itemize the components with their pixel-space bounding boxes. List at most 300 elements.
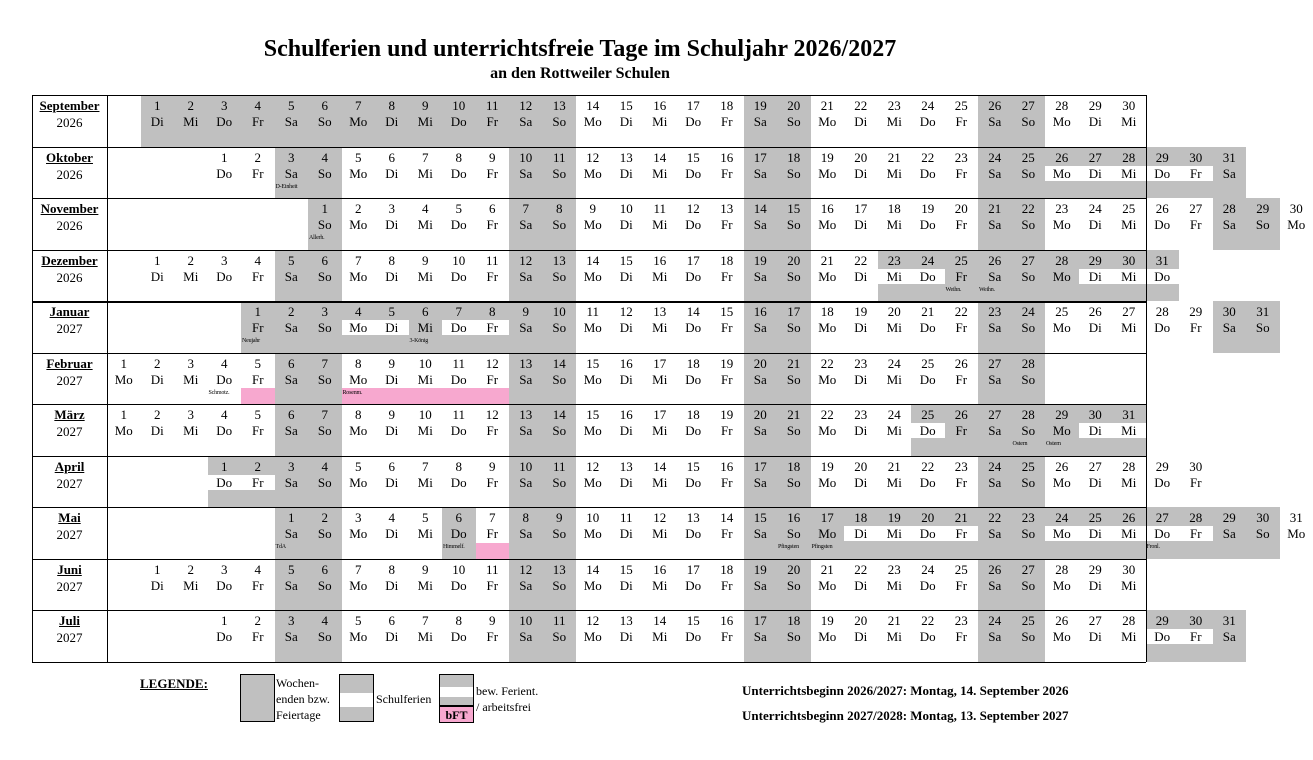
weekday-label: Sa xyxy=(519,114,533,129)
weekday-label: Fr xyxy=(251,320,264,335)
day-number: 9 xyxy=(422,561,429,577)
weekday-label: Sa xyxy=(988,114,1002,129)
day-cell xyxy=(509,610,543,662)
weekday-label: Mo xyxy=(818,577,837,593)
day-cell xyxy=(342,95,376,147)
day-cell xyxy=(945,610,979,662)
day-cell xyxy=(476,95,510,147)
day-number: 22 xyxy=(854,252,868,268)
day-number: 2 xyxy=(355,201,362,216)
weekday-label: Mo xyxy=(583,371,602,387)
day-cell xyxy=(1079,610,1113,662)
weekday-label: Do xyxy=(450,320,467,335)
day-number: 2 xyxy=(154,355,161,371)
day-cell xyxy=(1179,147,1213,199)
day-cell xyxy=(911,95,945,147)
day-cell xyxy=(945,456,979,508)
day-number: 27 xyxy=(1088,613,1102,628)
day-number: 23 xyxy=(887,561,901,577)
day-number: 20 xyxy=(954,201,968,216)
day-cell xyxy=(375,301,409,353)
weekday-label: Do xyxy=(216,423,233,438)
day-number: 17 xyxy=(820,510,834,525)
day-cell xyxy=(978,507,1012,559)
weekday-label: Mo xyxy=(1287,217,1306,232)
weekday-label: So xyxy=(317,423,332,438)
day-cell xyxy=(509,250,543,302)
day-number: 15 xyxy=(720,304,734,319)
weekday-label: Mi xyxy=(1121,423,1137,438)
weekday-label: Sa xyxy=(1222,629,1236,644)
day-cell xyxy=(476,301,510,353)
weekday-label: Mo xyxy=(583,629,602,644)
day-cell xyxy=(308,95,342,147)
weekday-label: Fr xyxy=(251,114,264,129)
day-number: 8 xyxy=(455,613,462,628)
day-number: 24 xyxy=(887,355,901,371)
day-number: 9 xyxy=(422,98,429,113)
row-divider xyxy=(32,301,1146,303)
day-number: 12 xyxy=(686,201,700,216)
day-cell xyxy=(1280,198,1313,250)
weekday-label: Fr xyxy=(720,629,733,644)
day-number: 6 xyxy=(388,613,395,628)
weekday-label: Di xyxy=(619,577,633,593)
weekday-label: Mo xyxy=(818,320,837,335)
day-cell xyxy=(1079,456,1113,508)
day-number: 14 xyxy=(552,407,566,422)
day-cell xyxy=(978,456,1012,508)
day-number: 24 xyxy=(1088,201,1102,216)
day-cell xyxy=(978,147,1012,199)
day-number: 29 xyxy=(1256,201,1270,216)
day-cell xyxy=(744,456,778,508)
weekday-label: Fr xyxy=(486,320,499,335)
day-cell xyxy=(576,198,610,250)
day-number: 7 xyxy=(321,407,328,422)
day-cell xyxy=(1012,301,1046,353)
holiday-note: D-Einheit xyxy=(275,183,298,190)
day-cell xyxy=(610,250,644,302)
day-cell xyxy=(844,559,878,611)
day-number: 15 xyxy=(753,510,767,525)
weekday-label: Di xyxy=(1088,423,1102,438)
weekday-label: Mi xyxy=(652,423,668,438)
weekday-label: Sa xyxy=(519,320,533,335)
day-number: 27 xyxy=(1088,149,1102,165)
weekday-label: Fr xyxy=(251,423,264,438)
weekday-label: Sa xyxy=(988,165,1002,181)
day-number: 24 xyxy=(921,561,935,577)
holiday-note: TdA xyxy=(275,544,286,550)
day-number: 7 xyxy=(321,355,328,371)
weekday-label: Mo xyxy=(818,268,837,284)
weekday-label: So xyxy=(786,268,801,284)
day-number: 10 xyxy=(519,458,533,474)
day-number: 9 xyxy=(489,149,496,165)
legend-weekend-swatch xyxy=(240,674,275,722)
weekday-label: Do xyxy=(685,629,702,644)
day-cell xyxy=(543,610,577,662)
weekday-label: Do xyxy=(1154,474,1171,490)
day-cell xyxy=(576,250,610,302)
day-number: 27 xyxy=(988,407,1002,422)
day-cell xyxy=(1179,198,1213,250)
day-number: 26 xyxy=(1055,149,1069,165)
day-cell xyxy=(543,250,577,302)
day-number: 31 xyxy=(1289,510,1303,525)
weekday-label: Mi xyxy=(652,577,668,593)
day-cell xyxy=(576,610,610,662)
day-cell xyxy=(409,610,443,662)
weekday-label: Di xyxy=(385,217,399,232)
day-number: 30 xyxy=(1189,613,1203,628)
holiday-note: Neujahr xyxy=(242,338,260,344)
day-cell xyxy=(1146,610,1180,662)
day-number: 8 xyxy=(388,561,395,577)
day-cell xyxy=(442,353,476,405)
weekday-label: Di xyxy=(385,320,399,335)
weekday-label: Mi xyxy=(652,371,668,387)
day-cell xyxy=(945,301,979,353)
day-cell xyxy=(610,198,644,250)
day-cell xyxy=(811,147,845,199)
day-number: 3 xyxy=(355,510,362,525)
day-number: 24 xyxy=(1055,510,1069,525)
weekday-label: Do xyxy=(919,577,936,593)
day-cell xyxy=(375,456,409,508)
weekday-label: Mi xyxy=(652,114,668,129)
weekday-label: Mo xyxy=(1052,165,1071,181)
day-cell xyxy=(375,610,409,662)
day-number: 29 xyxy=(1155,458,1169,474)
weekday-label: Mo xyxy=(349,114,368,129)
day-cell xyxy=(141,250,175,302)
weekday-label: Do xyxy=(450,165,467,181)
day-cell xyxy=(1112,507,1146,559)
weekday-label: Mi xyxy=(417,423,433,438)
day-cell xyxy=(945,198,979,250)
weekday-label: Mo xyxy=(583,577,602,593)
day-cell xyxy=(342,559,376,611)
weekday-label: Di xyxy=(1088,526,1102,541)
holiday-note: Pfingsten xyxy=(811,544,833,550)
day-cell xyxy=(911,147,945,199)
day-number: 12 xyxy=(519,98,533,113)
day-cell xyxy=(777,95,811,147)
weekday-label: Mi xyxy=(183,114,199,129)
weekday-label: Mo xyxy=(1052,629,1071,644)
weekday-label: So xyxy=(1021,629,1036,644)
day-number: 25 xyxy=(954,561,968,577)
weekday-label: Mi xyxy=(417,165,433,181)
day-cell xyxy=(476,404,510,456)
day-number: 25 xyxy=(1055,304,1069,319)
info-start-2026: Unterrichtsbeginn 2026/2027: Montag, 14. September 2026 xyxy=(742,683,1069,698)
day-cell xyxy=(1012,610,1046,662)
weekday-label: Do xyxy=(216,371,233,387)
day-cell xyxy=(342,404,376,456)
day-number: 10 xyxy=(452,561,466,577)
day-number: 17 xyxy=(753,613,767,628)
day-number: 26 xyxy=(988,252,1002,268)
day-number: 12 xyxy=(485,355,499,371)
day-cell xyxy=(576,95,610,147)
legend-weekend-line: Feiertage xyxy=(276,708,321,722)
day-number: 3 xyxy=(221,561,228,577)
day-cell xyxy=(811,198,845,250)
month-year: 2026 xyxy=(56,218,83,233)
day-cell xyxy=(1146,147,1180,199)
weekday-label: Fr xyxy=(955,526,968,541)
weekday-label: Di xyxy=(854,268,868,284)
weekday-label: Do xyxy=(450,114,467,129)
weekday-label: Do xyxy=(1154,268,1171,284)
weekday-label: Do xyxy=(216,629,233,644)
day-number: 28 xyxy=(1021,407,1035,422)
legend-holiday-swatch xyxy=(339,674,374,722)
weekday-label: Mo xyxy=(349,217,368,232)
day-number: 17 xyxy=(854,201,868,216)
day-number: 6 xyxy=(321,252,328,268)
weekday-label: Mi xyxy=(1121,577,1137,593)
weekday-label: Mo xyxy=(349,268,368,284)
day-cell xyxy=(275,404,309,456)
day-number: 6 xyxy=(321,561,328,577)
weekday-label: Mo xyxy=(1052,217,1071,232)
day-cell xyxy=(342,147,376,199)
weekday-label: Mi xyxy=(886,268,902,284)
weekday-label: Do xyxy=(450,371,467,387)
day-cell xyxy=(409,198,443,250)
weekday-label: Di xyxy=(854,114,868,129)
weekday-label: Sa xyxy=(519,629,533,644)
day-number: 6 xyxy=(388,458,395,474)
day-cell xyxy=(677,95,711,147)
weekday-label: Sa xyxy=(988,474,1002,490)
day-cell xyxy=(878,456,912,508)
day-number: 14 xyxy=(653,458,667,474)
weekday-label: Fr xyxy=(251,474,264,490)
weekday-label: Mi xyxy=(652,629,668,644)
day-cell xyxy=(710,198,744,250)
weekday-label: Sa xyxy=(988,320,1002,335)
day-cell xyxy=(777,301,811,353)
day-cell xyxy=(610,353,644,405)
day-number: 6 xyxy=(388,149,395,165)
day-cell xyxy=(1213,198,1247,250)
day-number: 17 xyxy=(787,304,801,319)
weekday-label: Fr xyxy=(720,423,733,438)
day-number: 4 xyxy=(254,98,261,113)
day-number: 30 xyxy=(1122,98,1136,113)
weekday-label: Fr xyxy=(251,371,264,387)
weekday-label: Mi xyxy=(1121,474,1137,490)
weekday-label: Fr xyxy=(955,629,968,644)
day-number: 28 xyxy=(1055,98,1069,113)
day-number: 11 xyxy=(452,407,466,422)
day-number: 11 xyxy=(485,98,499,113)
day-number: 17 xyxy=(753,149,767,165)
month-name: Mai xyxy=(58,510,81,525)
holiday-note: Weihn. xyxy=(945,286,962,293)
day-number: 14 xyxy=(686,304,700,319)
day-number: 23 xyxy=(854,355,868,371)
day-number: 13 xyxy=(552,252,566,268)
weekday-label: Mi xyxy=(417,217,433,232)
weekday-label: Sa xyxy=(519,165,533,181)
day-number: 3 xyxy=(321,304,328,319)
weekday-label: Mi xyxy=(886,371,902,387)
weekday-label: Mi xyxy=(886,114,902,129)
weekday-label: Di xyxy=(150,577,164,593)
weekday-label: Fr xyxy=(955,165,968,181)
weekday-label: Mo xyxy=(818,526,837,541)
day-number: 30 xyxy=(1189,458,1203,474)
weekday-label: Di xyxy=(854,371,868,387)
day-number: 21 xyxy=(820,561,834,577)
weekday-label: Sa xyxy=(753,320,767,335)
day-cell xyxy=(945,404,979,456)
weekday-label: Mi xyxy=(417,629,433,644)
day-cell xyxy=(610,456,644,508)
day-number: 14 xyxy=(552,355,566,371)
day-cell xyxy=(409,404,443,456)
day-number: 6 xyxy=(489,201,496,216)
month-label xyxy=(32,150,107,183)
weekday-label: Fr xyxy=(720,526,733,541)
month-year: 2027 xyxy=(56,372,83,388)
month-label xyxy=(32,459,107,492)
day-cell xyxy=(610,507,644,559)
day-cell xyxy=(275,559,309,611)
weekday-label: Do xyxy=(1154,217,1171,232)
weekday-label: Fr xyxy=(486,423,499,438)
weekday-label: So xyxy=(317,629,332,644)
weekday-label: Do xyxy=(216,268,233,284)
day-number: 27 xyxy=(1021,98,1035,113)
weekday-label: Di xyxy=(1088,268,1102,284)
day-cell xyxy=(911,456,945,508)
day-number: 5 xyxy=(288,98,295,113)
weekday-label: Mo xyxy=(818,114,837,129)
weekday-label: Di xyxy=(385,474,399,490)
day-number: 19 xyxy=(820,149,834,165)
weekday-label: Di xyxy=(385,629,399,644)
weekday-label: Mi xyxy=(886,423,902,438)
weekday-label: Sa xyxy=(988,526,1002,541)
weekday-label: Di xyxy=(854,423,868,438)
day-number: 2 xyxy=(187,561,194,577)
day-cell xyxy=(878,95,912,147)
day-number: 23 xyxy=(887,252,901,268)
month-year: 2027 xyxy=(56,630,83,645)
day-number: 18 xyxy=(854,510,868,525)
day-cell xyxy=(409,147,443,199)
day-cell xyxy=(1112,610,1146,662)
day-number: 12 xyxy=(485,407,499,422)
weekday-label: So xyxy=(786,474,801,490)
day-cell xyxy=(1045,250,1079,302)
day-cell xyxy=(677,507,711,559)
day-number: 4 xyxy=(221,355,228,371)
weekday-label: Fr xyxy=(1189,629,1202,644)
day-number: 1 xyxy=(288,510,295,525)
day-number: 3 xyxy=(288,613,295,628)
month-name: Juli xyxy=(59,613,80,628)
legend-holiday-label: Schulferien xyxy=(376,692,432,706)
weekday-label: So xyxy=(552,217,567,232)
weekday-label: Mo xyxy=(583,474,602,490)
day-number: 11 xyxy=(619,510,633,525)
month-name: November xyxy=(40,201,99,216)
day-number: 10 xyxy=(586,510,600,525)
day-cell xyxy=(509,301,543,353)
day-number: 22 xyxy=(854,561,868,577)
day-number: 29 xyxy=(1088,98,1102,113)
day-cell xyxy=(643,507,677,559)
day-cell xyxy=(208,404,242,456)
weekday-label: Mi xyxy=(1121,114,1137,129)
weekday-label: Do xyxy=(919,320,936,335)
day-number: 11 xyxy=(552,149,566,165)
weekday-label: Fr xyxy=(720,320,733,335)
weekday-label: Mo xyxy=(583,526,602,541)
day-number: 24 xyxy=(921,252,935,268)
day-number: 16 xyxy=(820,201,834,216)
weekday-label: Di xyxy=(854,629,868,644)
day-number: 30 xyxy=(1088,407,1102,422)
day-number: 4 xyxy=(422,201,429,216)
weekday-label: Mo xyxy=(1052,320,1071,335)
day-cell xyxy=(811,250,845,302)
day-cell xyxy=(576,353,610,405)
day-cell xyxy=(476,610,510,662)
weekday-label: Do xyxy=(919,629,936,644)
day-cell xyxy=(1146,301,1180,353)
day-cell xyxy=(911,301,945,353)
day-number: 15 xyxy=(686,458,700,474)
day-number: 29 xyxy=(1155,613,1169,628)
day-cell xyxy=(1079,95,1113,147)
row-divider xyxy=(32,250,1146,251)
day-cell xyxy=(275,250,309,302)
weekday-label: So xyxy=(1021,577,1036,593)
weekday-label: So xyxy=(786,423,801,438)
day-cell xyxy=(1045,301,1079,353)
day-cell xyxy=(174,404,208,456)
day-number: 13 xyxy=(686,510,700,525)
day-cell xyxy=(476,353,510,405)
weekday-label: Mi xyxy=(1121,320,1137,335)
weekday-label: So xyxy=(786,114,801,129)
day-number: 27 xyxy=(1021,561,1035,577)
day-cell xyxy=(576,301,610,353)
day-number: 24 xyxy=(921,98,935,113)
day-cell xyxy=(677,301,711,353)
weekday-label: Sa xyxy=(988,577,1002,593)
day-cell xyxy=(677,147,711,199)
day-number: 28 xyxy=(1122,613,1136,628)
day-number: 26 xyxy=(988,98,1002,113)
weekday-label: Di xyxy=(619,371,633,387)
day-number: 8 xyxy=(355,355,362,371)
day-cell xyxy=(710,507,744,559)
day-cell xyxy=(1179,456,1213,508)
day-cell xyxy=(241,610,275,662)
day-number: 8 xyxy=(455,149,462,165)
weekday-label: Di xyxy=(1088,217,1102,232)
